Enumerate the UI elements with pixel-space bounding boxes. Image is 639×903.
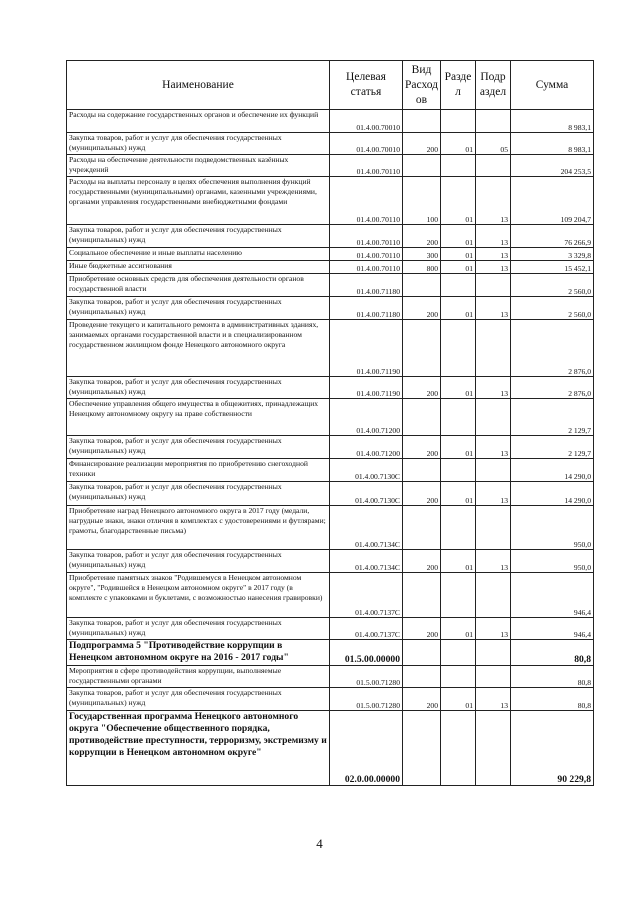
row-expense-type-cell	[403, 399, 441, 436]
table-row	[67, 573, 594, 618]
row-target-article-cell: 01.5.00.71280	[330, 688, 403, 711]
row-subsection-cell: 13	[476, 436, 511, 459]
row-target-article-cell: 02.0.00.00000	[330, 711, 403, 786]
row-subsection-cell: 13	[476, 177, 511, 225]
row-section-cell: 01	[441, 550, 476, 573]
row-expense-type-cell	[403, 320, 441, 377]
row-sum-cell: 15 452,1	[511, 261, 594, 274]
row-section-cell: 01	[441, 261, 476, 274]
table-row	[67, 377, 594, 399]
row-sum-cell: 950,0	[511, 550, 594, 573]
row-section-cell: 01	[441, 177, 476, 225]
table-row	[67, 261, 594, 274]
row-name-cell: Финансирование реализации мероприятия по приобретению снегоходной техники	[67, 459, 330, 482]
row-sum-cell: 2 560,0	[511, 274, 594, 297]
row-subsection-cell	[476, 274, 511, 297]
row-name-cell: Расходы на выплаты персоналу в целях обеспечения выполнения функций государственными (муниципальными) органами, казенными учреждениями, органами управления государственными внебюджетными фондами	[67, 177, 330, 225]
row-subsection-cell	[476, 573, 511, 618]
page-number: 4	[316, 836, 323, 851]
row-subsection-cell	[476, 320, 511, 377]
row-target-article-cell: 01.4.00.7130С	[330, 459, 403, 482]
row-expense-type-cell	[403, 274, 441, 297]
header-name: Наименование	[67, 61, 330, 110]
row-name-cell: Закупка товаров, работ и услуг для обеспечения государственных (муниципальных) нужд	[67, 482, 330, 506]
table-row	[67, 110, 594, 133]
row-expense-type-cell	[403, 110, 441, 133]
row-name-cell: Закупка товаров, работ и услуг для обеспечения государственных (муниципальных) нужд	[67, 225, 330, 248]
row-target-article-cell: 01.4.00.71180	[330, 274, 403, 297]
row-name-cell: Иные бюджетные ассигнования	[67, 261, 330, 274]
row-sum-cell: 109 204,7	[511, 177, 594, 225]
row-expense-type-cell: 200	[403, 436, 441, 459]
row-subsection-cell: 13	[476, 550, 511, 573]
row-subsection-cell: 13	[476, 377, 511, 399]
row-subsection-cell	[476, 459, 511, 482]
row-target-article-cell: 01.4.00.71180	[330, 297, 403, 320]
row-sum-cell: 14 290,0	[511, 459, 594, 482]
table-row	[67, 506, 594, 550]
row-expense-type-cell: 200	[403, 688, 441, 711]
table-row	[67, 399, 594, 436]
row-sum-cell: 8 983,1	[511, 133, 594, 155]
row-subsection-cell: 13	[476, 297, 511, 320]
row-name-cell: Государственная программа Ненецкого автономного округа "Обеспечение общественного порядка, противодействие преступности, терроризму, экстремизму и коррупции в Ненецком автономном округе"	[67, 711, 330, 786]
table-row-subtotal	[67, 711, 594, 786]
row-sum-cell: 80,8	[511, 666, 594, 688]
row-expense-type-cell: 200	[403, 133, 441, 155]
row-section-cell	[441, 640, 476, 666]
row-subsection-cell	[476, 110, 511, 133]
row-section-cell: 01	[441, 377, 476, 399]
table-row	[67, 320, 594, 377]
row-name-cell: Закупка товаров, работ и услуг для обеспечения государственных (муниципальных) нужд	[67, 377, 330, 399]
table-row	[67, 274, 594, 297]
row-section-cell	[441, 155, 476, 177]
table-row	[67, 297, 594, 320]
row-expense-type-cell	[403, 711, 441, 786]
row-sum-cell: 2 876,0	[511, 377, 594, 399]
row-target-article-cell: 01.4.00.7134С	[330, 506, 403, 550]
row-sum-cell: 2 876,0	[511, 320, 594, 377]
row-subsection-cell	[476, 711, 511, 786]
row-section-cell	[441, 711, 476, 786]
budget-table	[66, 60, 594, 786]
row-sum-cell: 950,0	[511, 506, 594, 550]
row-target-article-cell: 01.5.00.00000	[330, 640, 403, 666]
row-sum-cell: 2 129,7	[511, 436, 594, 459]
row-name-cell: Закупка товаров, работ и услуг для обеспечения государственных (муниципальных) нужд	[67, 688, 330, 711]
row-target-article-cell: 01.4.00.70010	[330, 110, 403, 133]
table-row	[67, 666, 594, 688]
table-row-subtotal	[67, 640, 594, 666]
row-subsection-cell	[476, 155, 511, 177]
row-name-cell: Закупка товаров, работ и услуг для обеспечения государственных (муниципальных) нужд	[67, 550, 330, 573]
row-section-cell	[441, 459, 476, 482]
table-row	[67, 618, 594, 640]
row-target-article-cell: 01.4.00.70110	[330, 155, 403, 177]
row-expense-type-cell: 200	[403, 225, 441, 248]
row-name-cell: Приобретение основных средств для обеспечения деятельности органов государственной власти	[67, 274, 330, 297]
row-section-cell	[441, 320, 476, 377]
row-target-article-cell: 01.4.00.70110	[330, 248, 403, 261]
row-section-cell	[441, 506, 476, 550]
row-section-cell: 01	[441, 436, 476, 459]
table-row	[67, 436, 594, 459]
row-expense-type-cell	[403, 459, 441, 482]
row-target-article-cell: 01.4.00.71190	[330, 377, 403, 399]
row-name-cell: Закупка товаров, работ и услуг для обеспечения государственных (муниципальных) нужд	[67, 436, 330, 459]
row-expense-type-cell	[403, 666, 441, 688]
row-subsection-cell	[476, 399, 511, 436]
row-section-cell: 01	[441, 688, 476, 711]
row-sum-cell: 2 560,0	[511, 297, 594, 320]
row-expense-type-cell	[403, 573, 441, 618]
table-row	[67, 688, 594, 711]
row-sum-cell: 3 329,8	[511, 248, 594, 261]
row-sum-cell: 76 266,9	[511, 225, 594, 248]
table-row	[67, 225, 594, 248]
row-expense-type-cell: 800	[403, 261, 441, 274]
row-section-cell: 01	[441, 133, 476, 155]
row-name-cell: Мероприятия в сфере противодействия коррупции, выполняемые государственными органами	[67, 666, 330, 688]
row-section-cell: 01	[441, 225, 476, 248]
row-name-cell: Расходы на обеспечение деятельности подведомственных казённых учреждений	[67, 155, 330, 177]
header-section: Разде л	[441, 61, 476, 110]
row-name-cell: Подпрограмма 5 "Противодействие коррупции в Ненецком автономном округе на 2016 - 2017 годы"	[67, 640, 330, 666]
table-body	[67, 110, 594, 786]
row-subsection-cell: 05	[476, 133, 511, 155]
row-subsection-cell: 13	[476, 225, 511, 248]
row-section-cell	[441, 110, 476, 133]
row-section-cell	[441, 573, 476, 618]
row-sum-cell: 8 983,1	[511, 110, 594, 133]
row-name-cell: Расходы на содержание государственных органов и обеспечение их функций	[67, 110, 330, 133]
table-header-row	[67, 61, 594, 110]
row-name-cell: Закупка товаров, работ и услуг для обеспечения государственных (муниципальных) нужд	[67, 133, 330, 155]
row-target-article-cell: 01.4.00.71190	[330, 320, 403, 377]
row-subsection-cell: 13	[476, 248, 511, 261]
row-target-article-cell: 01.4.00.71200	[330, 436, 403, 459]
row-sum-cell: 946,4	[511, 573, 594, 618]
header-target-article: Целевая статья	[330, 61, 403, 110]
row-sum-cell: 80,8	[511, 688, 594, 711]
row-expense-type-cell: 100	[403, 177, 441, 225]
table-row	[67, 177, 594, 225]
header-subsection: Подр аздел	[476, 61, 511, 110]
row-subsection-cell	[476, 506, 511, 550]
row-target-article-cell: 01.4.00.7130С	[330, 482, 403, 506]
row-target-article-cell: 01.4.00.70110	[330, 177, 403, 225]
row-name-cell: Закупка товаров, работ и услуг для обеспечения государственных (муниципальных) нужд	[67, 297, 330, 320]
row-sum-cell: 204 253,5	[511, 155, 594, 177]
row-section-cell	[441, 274, 476, 297]
row-target-article-cell: 01.4.00.70010	[330, 133, 403, 155]
row-subsection-cell: 13	[476, 688, 511, 711]
row-expense-type-cell	[403, 155, 441, 177]
row-sum-cell: 946,4	[511, 618, 594, 640]
row-name-cell: Проведение текущего и капитального ремонта в административных зданиях, занимаемых органами государственной власти и в специализированном государственном жилищном фонде Ненецкого автономного округа	[67, 320, 330, 377]
row-section-cell: 01	[441, 297, 476, 320]
table-row	[67, 248, 594, 261]
row-section-cell: 01	[441, 618, 476, 640]
row-expense-type-cell: 200	[403, 550, 441, 573]
row-name-cell: Приобретение памятных знаков "Родившемуся в Ненецком автономном округе", "Родившейся в Ненецком автономном округе" в 2017 году (в комплекте с упаковками и буклетами, с возможностью нанесения гравировки)	[67, 573, 330, 618]
row-subsection-cell: 13	[476, 618, 511, 640]
row-name-cell: Социальное обеспечение и иные выплаты населению	[67, 248, 330, 261]
row-expense-type-cell	[403, 506, 441, 550]
row-subsection-cell: 13	[476, 482, 511, 506]
row-expense-type-cell: 200	[403, 482, 441, 506]
row-expense-type-cell: 300	[403, 248, 441, 261]
row-name-cell: Закупка товаров, работ и услуг для обеспечения государственных (муниципальных) нужд	[67, 618, 330, 640]
row-expense-type-cell	[403, 640, 441, 666]
row-section-cell	[441, 399, 476, 436]
row-section-cell	[441, 666, 476, 688]
row-sum-cell: 80,8	[511, 640, 594, 666]
row-target-article-cell: 01.4.00.71200	[330, 399, 403, 436]
row-target-article-cell: 01.4.00.70110	[330, 261, 403, 274]
row-target-article-cell: 01.4.00.70110	[330, 225, 403, 248]
row-subsection-cell	[476, 640, 511, 666]
row-expense-type-cell: 200	[403, 618, 441, 640]
row-section-cell: 01	[441, 248, 476, 261]
row-target-article-cell: 01.4.00.7137С	[330, 573, 403, 618]
table-row	[67, 459, 594, 482]
row-sum-cell: 14 290,0	[511, 482, 594, 506]
row-target-article-cell: 01.4.00.7137С	[330, 618, 403, 640]
row-name-cell: Приобретение наград Ненецкого автономного округа в 2017 году (медали, нагрудные знаки, знаки отличия в комплектах с удостоверениями и футлярами; грамоты, благодарственные письма)	[67, 506, 330, 550]
row-name-cell: Обеспечение управления общего имущества в общежитиях, принадлежащих Ненецкому автономному округу на праве собственности	[67, 399, 330, 436]
row-sum-cell: 2 129,7	[511, 399, 594, 436]
row-expense-type-cell: 200	[403, 377, 441, 399]
row-subsection-cell	[476, 666, 511, 688]
table-row	[67, 482, 594, 506]
row-target-article-cell: 01.4.00.7134С	[330, 550, 403, 573]
row-section-cell: 01	[441, 482, 476, 506]
row-subsection-cell: 13	[476, 261, 511, 274]
table-row	[67, 155, 594, 177]
row-target-article-cell: 01.5.00.71280	[330, 666, 403, 688]
row-expense-type-cell: 200	[403, 297, 441, 320]
row-sum-cell: 90 229,8	[511, 711, 594, 786]
table-row	[67, 133, 594, 155]
header-expense-type: Вид Расход ов	[403, 61, 441, 110]
table-row	[67, 550, 594, 573]
header-sum: Сумма	[511, 61, 594, 110]
